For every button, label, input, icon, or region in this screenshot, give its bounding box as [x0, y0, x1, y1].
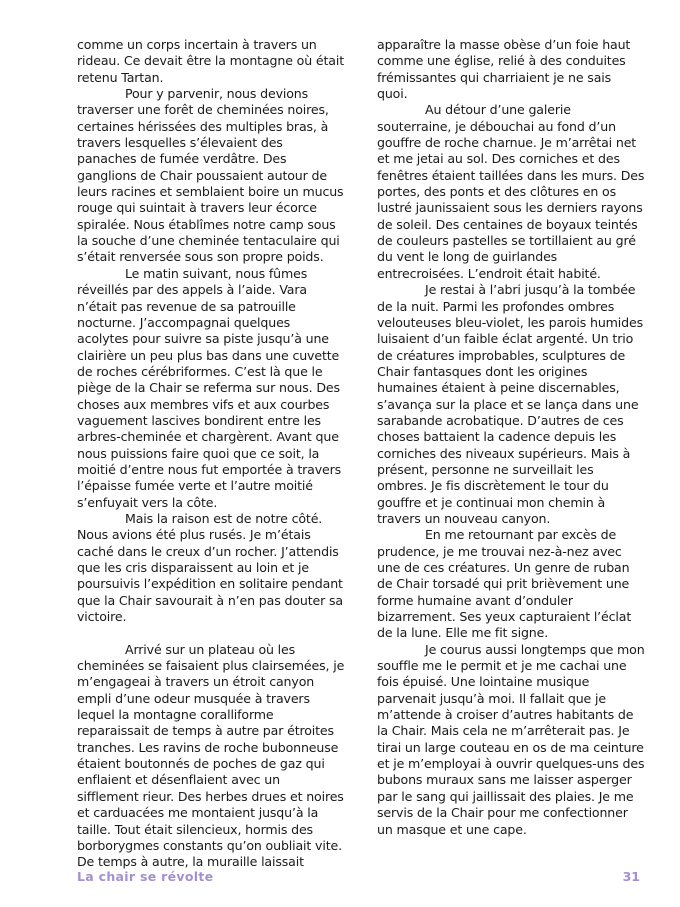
paragraph: Pour y parvenir, nous devions traverser une forêt de cheminées noires, certaines hérissées des multiples bras, à travers lesquelles s’élevaient des panaches de fumée verdâtre. Des ganglions de Chair poussaient autour de leurs racines et semblaient boire un mucus rouge qui suintait à travers leur écorce spiralée. Nous établîmes notre camp sous la souche d’une cheminée tentaculaire qui s’était renversée sous son propre poids. [77, 86, 344, 265]
paragraph: Mais la raison est de notre côté. Nous avions été plus rusés. Je m’étais caché dans le creux d’un rocher. J’attendis que les cris disparaissent au loin et je poursuivis l’expédition en solitaire pendant que la Chair savourait à n’en pas douter sa victoire. [77, 510, 343, 625]
paragraph: comme un corps incertain à travers un rideau. Ce devait être la montagne où était retenu Tartan. [77, 37, 344, 85]
paragraph: Le matin suivant, nous fûmes réveillés par des appels à l’aide. Vara n’était pas revenue de sa patrouille nocturne. J’accompagnai quelques acolytes pour suivre sa piste jusqu’à une clairière un peu plus bas dans une cuvette de roches cérébriformes. C’est là que le piège de la Chair se referma sur nous. Des choses aux membres vifs et aux courbes vaguement lascives bondirent entre les arbres-cheminée et chargèrent. Avant que nous puissions faire quoi que ce soit, la moitié d’entre nous fut emportée à travers l’épaisse fumée verte et l’autre moitié s’enfuyait vers la côte. [77, 265, 342, 510]
paragraph: En me retournant par excès de prudence, je me trouvai nez-à-nez avec une de ces créatures. Un genre de ruban de Chair torsadé qui prit brièvement une forme humaine avant d’onduler bizarrement. Ses yeux capturaient l’éclat de la lune. Elle me fit signe. [377, 527, 632, 641]
paragraph: Je restai à l’abri jusqu’à la tombée de la nuit. Parmi les profondes ombres velouteuses bleu-violet, les parois humides luisaient d’un faible éclat argenté. Un trio de créatures improbables, sculptures de Chair fantasques dont les origines humaines étaient à peine discernables, s’avança sur la place et se lança dans une sarabande acrobatique. D’autres de ces choses battaient la cadence depuis les corniches des niveaux supérieurs. Mais à présent, personne ne surveillait les ombres. Je fis discrètement le tour du gouffre et je continuai mon chemin à travers un nouveau canyon. [377, 282, 643, 526]
running-footer-title: La chair se révolte [77, 869, 214, 884]
paragraph: Je courus aussi longtemps que mon souffle me le permit et je me cachai une fois épuisé. Une lointaine musique parvenait jusqu’à moi. Il fallait que je m’attende à croiser d’autres habitants de la Chair. Mais cela ne m’arrêterait pas. Je tirai un large couteau en os de ma ceinture et je m’employai à ouvrir quelques-uns des bubons muraux sans me laisser asperger par le sang qui jaillissait des plaies. Je me servis de la Chair pour me confectionner un masque et une cape. [377, 641, 645, 837]
left-column [77, 37, 345, 871]
paragraph: Au détour d’une galerie souterraine, je débouchai au fond d’un gouffre de roche charnue. Je m’arrêtai net et me jetai au sol. Des corniches et des fenêtres étaient taillées dans les murs. Des portes, des ponts et des clôtures en os lustré jaunissaient sous les derniers rayons de soleil. Des centaines de boyaux teintés de couleurs pastelles se tortillaient au gré du vent le long de guirlandes entrecroisées. L’endroit était habité. [377, 102, 645, 281]
page-number: 31 [622, 869, 640, 884]
right-column [377, 37, 645, 838]
paragraph: apparaître la masse obèse d’un foie haut comme une église, relié à des conduites frémissantes qui charriaient je ne sais quoi. [377, 37, 631, 102]
paragraph: Arrivé sur un plateau où les cheminées se faisaient plus clairsemées, je m’engageai à travers un étroit canyon empli d’une odeur musquée à travers lequel la montagne coralliforme reparaissait de temps à autre par étroites tranches. Les ravins de roche bubonneuse étaient boutonnés de poches de gaz qui enflaient et désenflaient avec un sifflement rieur. Des herbes drues et noires et carduacées me montaient jusqu’à la taille. Tout était silencieux, hormis des borborygmes constants qu’on oubliait vite. De temps à autre, la muraille laissait [77, 641, 345, 870]
